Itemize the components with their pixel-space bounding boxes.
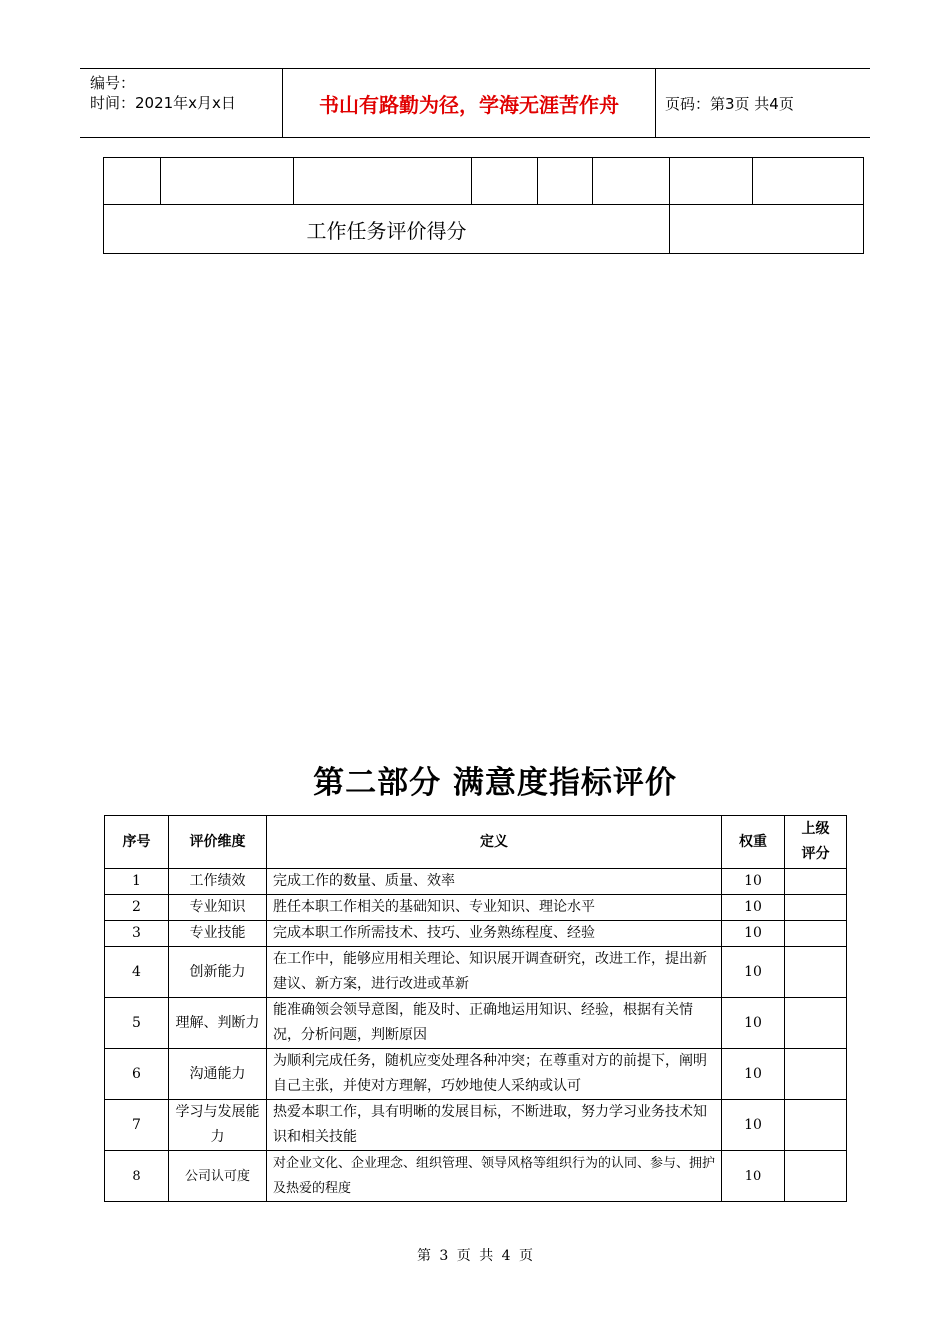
row-dimension: 创新能力 xyxy=(169,947,267,998)
empty-cell xyxy=(472,158,538,205)
header-superior-score xyxy=(785,816,847,869)
empty-cell xyxy=(161,158,294,205)
row-weight: 10 xyxy=(722,1100,785,1151)
section-title: 第二部分 满意度指标评价 xyxy=(313,765,677,801)
row-definition: 在工作中，能够应用相关理论、知识展开调查研究，改进工作，提出新建议、新方案，进行改进或革新 xyxy=(267,947,722,998)
row-definition: 完成本职工作所需技术、技巧、业务熟练程度、经验 xyxy=(267,921,722,947)
header-superior-line1: 上级 xyxy=(801,821,830,837)
row-weight: 10 xyxy=(722,998,785,1049)
header-meta xyxy=(80,69,282,137)
table-row xyxy=(105,947,847,998)
task-score-row xyxy=(104,205,864,254)
row-definition: 热爱本职工作，具有明晰的发展目标，不断进取，努力学习业务技术知识和相关技能 xyxy=(267,1100,722,1151)
row-superior-score xyxy=(785,1151,847,1202)
empty-cell xyxy=(294,158,472,205)
header-superior-line2: 评分 xyxy=(801,846,830,862)
header-no: 序号 xyxy=(105,816,169,869)
task-score-empty-row xyxy=(104,158,864,205)
row-number: 6 xyxy=(105,1049,169,1100)
row-number: 3 xyxy=(105,921,169,947)
table-row xyxy=(105,921,847,947)
row-dimension: 理解、判断力 xyxy=(169,998,267,1049)
row-number: 1 xyxy=(105,869,169,895)
header-weight: 权重 xyxy=(722,816,785,869)
doc-number-label: 编号： xyxy=(90,74,136,92)
row-definition: 对企业文化、企业理念、组织管理、领导风格等组织行为的认同、参与、拥护及热爱的程度 xyxy=(267,1151,722,1202)
row-number: 8 xyxy=(105,1151,169,1202)
row-definition: 为顺利完成任务，随机应变处理各种冲突；在尊重对方的前提下，阐明自己主张，并使对方理解，巧妙地使人采纳或认可 xyxy=(267,1049,722,1100)
row-superior-score xyxy=(785,921,847,947)
row-weight: 10 xyxy=(722,1151,785,1202)
empty-cell xyxy=(538,158,593,205)
row-weight: 10 xyxy=(722,921,785,947)
row-dimension: 专业知识 xyxy=(169,895,267,921)
satisfaction-table xyxy=(104,815,847,1202)
table-row xyxy=(105,869,847,895)
task-score-value-cell xyxy=(670,205,864,254)
row-definition: 胜任本职工作相关的基础知识、专业知识、理论水平 xyxy=(267,895,722,921)
row-definition: 完成工作的数量、质量、效率 xyxy=(267,869,722,895)
row-weight: 10 xyxy=(722,895,785,921)
header-definition: 定义 xyxy=(267,816,722,869)
empty-cell xyxy=(104,158,161,205)
row-superior-score xyxy=(785,1049,847,1100)
page-footer: 第 3 页 共 4 页 xyxy=(416,1248,534,1264)
doc-time-label: 时间：2021年x月x日 xyxy=(90,94,236,112)
row-definition: 能准确领会领导意图，能及时、正确地运用知识、经验，根据有关情况，分析问题，判断原因 xyxy=(267,998,722,1049)
row-dimension: 公司认可度 xyxy=(169,1151,267,1202)
table-row xyxy=(105,998,847,1049)
row-dimension: 工作绩效 xyxy=(169,869,267,895)
row-number: 2 xyxy=(105,895,169,921)
row-superior-score xyxy=(785,895,847,921)
row-superior-score xyxy=(785,869,847,895)
empty-cell xyxy=(670,158,753,205)
page-header xyxy=(80,68,870,138)
table-row xyxy=(105,1100,847,1151)
header-motto: 书山有路勤为径，学海无涯苦作舟 xyxy=(282,69,656,137)
row-superior-score xyxy=(785,947,847,998)
table-row xyxy=(105,895,847,921)
row-number: 4 xyxy=(105,947,169,998)
row-number: 7 xyxy=(105,1100,169,1151)
row-number: 5 xyxy=(105,998,169,1049)
empty-cell xyxy=(753,158,864,205)
row-weight: 10 xyxy=(722,1049,785,1100)
header-dimension: 评价维度 xyxy=(169,816,267,869)
task-score-label: 工作任务评价得分 xyxy=(104,205,670,254)
row-dimension: 沟通能力 xyxy=(169,1049,267,1100)
row-superior-score xyxy=(785,1100,847,1151)
task-score-table xyxy=(103,157,864,254)
row-weight: 10 xyxy=(722,947,785,998)
table-row xyxy=(105,1151,847,1202)
row-dimension: 学习与发展能力 xyxy=(169,1100,267,1151)
row-weight: 10 xyxy=(722,869,785,895)
row-superior-score xyxy=(785,998,847,1049)
empty-cell xyxy=(593,158,670,205)
header-page-info: 页码：第3页 共4页 xyxy=(665,94,794,113)
table-row xyxy=(105,1049,847,1100)
table-header-row xyxy=(105,816,847,869)
row-dimension: 专业技能 xyxy=(169,921,267,947)
